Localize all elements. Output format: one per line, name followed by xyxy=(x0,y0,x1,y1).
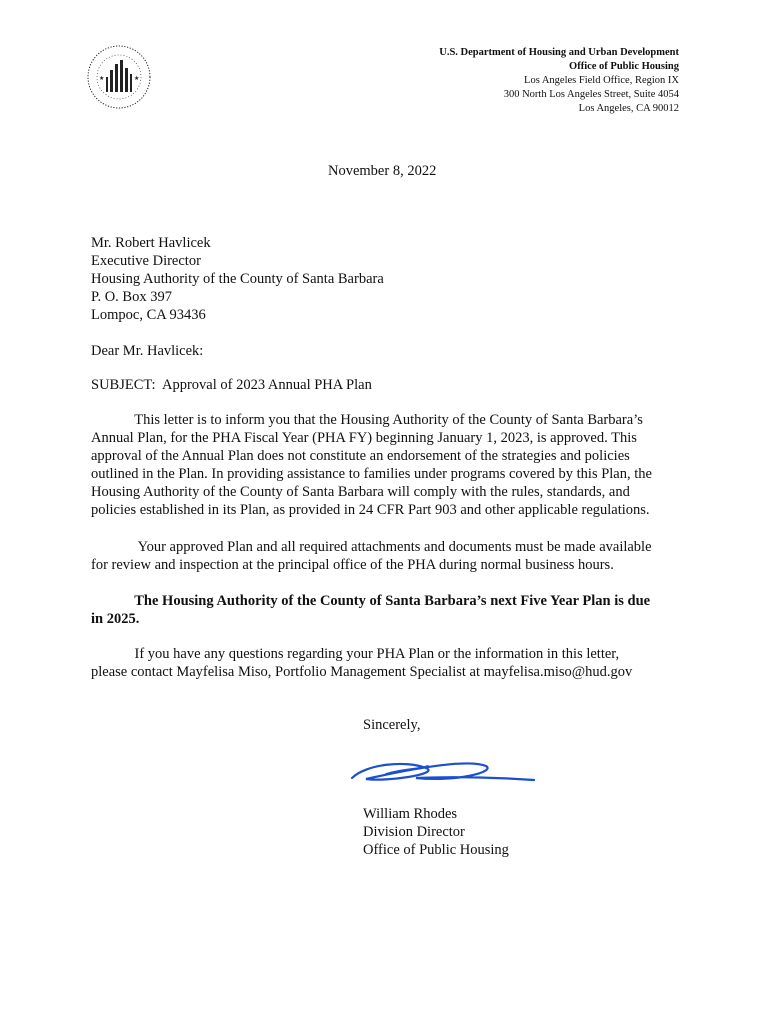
closing: Sincerely, xyxy=(363,717,421,733)
recipient-organization: Housing Authority of the County of Santa Barbara xyxy=(91,271,384,287)
paragraph-line: outlined in the Plan. In providing assistance to families under programs covered by this Plan, the xyxy=(91,466,652,482)
recipient-name: Mr. Robert Havlicek xyxy=(91,235,211,251)
agency-letterhead xyxy=(439,46,679,116)
paragraph-line: Your approved Plan and all required attachments and documents must be made available xyxy=(91,539,652,555)
recipient-city: Lompoc, CA 93436 xyxy=(91,307,206,323)
recipient-po-box: P. O. Box 397 xyxy=(91,289,172,305)
signer-title: Division Director xyxy=(363,824,465,840)
paragraph-availability xyxy=(91,538,691,574)
subject-line: SUBJECT: Approval of 2023 Annual PHA Plan xyxy=(91,377,372,393)
signer-name: William Rhodes xyxy=(363,806,458,822)
paragraph-line: approval of the Annual Plan does not constitute an endorsement of the strategies and policies xyxy=(91,448,630,464)
paragraph-line: Annual Plan, for the PHA Fiscal Year (PHA FY) beginning January 1, 2023, is approved. This xyxy=(91,430,637,446)
paragraph-contact xyxy=(91,645,691,681)
paragraph-line: please contact Mayfelisa Miso, Portfolio Management Specialist at mayfelisa.miso@hud.gov xyxy=(91,664,633,680)
paragraph-line: The Housing Authority of the County of Santa Barbara’s next Five Year Plan is due xyxy=(91,593,651,609)
signature-icon xyxy=(346,752,538,792)
svg-text:★: ★ xyxy=(134,76,140,82)
paragraph-line: for review and inspection at the principal office of the PHA during normal business hours. xyxy=(91,557,614,573)
agency-street: 300 North Los Angeles Street, Suite 4054 xyxy=(503,89,679,100)
hud-seal-icon xyxy=(86,44,152,110)
letter-date: November 8, 2022 xyxy=(328,163,437,179)
paragraph-line: If you have any questions regarding your PHA Plan or the information in this letter, xyxy=(91,646,620,662)
signer-block xyxy=(363,805,509,859)
signer-office: Office of Public Housing xyxy=(363,842,509,858)
paragraph-approval xyxy=(91,411,691,519)
paragraph-five-year-plan xyxy=(91,592,691,628)
recipient-address xyxy=(91,234,384,324)
paragraph-line: Housing Authority of the County of Santa Barbara will comply with the rules, standards, and xyxy=(91,484,630,500)
svg-text:★: ★ xyxy=(99,76,105,82)
paragraph-line: policies established in its Plan, as provided in 24 CFR Part 903 and other applicable regulations. xyxy=(91,502,650,518)
agency-city: Los Angeles, CA 90012 xyxy=(578,103,679,114)
field-office: Los Angeles Field Office, Region IX xyxy=(524,75,679,86)
recipient-title: Executive Director xyxy=(91,253,201,269)
office-name: Office of Public Housing xyxy=(569,61,679,72)
paragraph-line: This letter is to inform you that the Housing Authority of the County of Santa Barbara’s xyxy=(91,412,643,428)
salutation: Dear Mr. Havlicek: xyxy=(91,343,204,359)
paragraph-line: in 2025. xyxy=(91,611,140,627)
department-name: U.S. Department of Housing and Urban Development xyxy=(439,47,679,58)
